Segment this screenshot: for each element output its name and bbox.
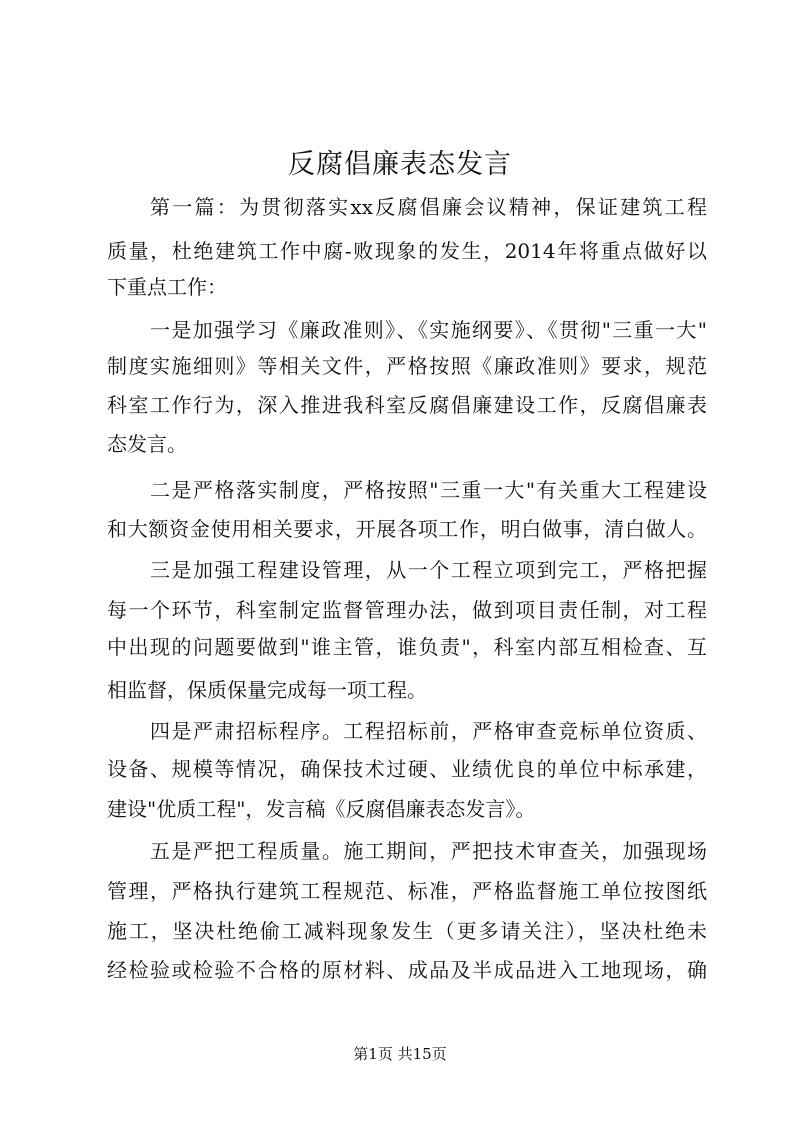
text-line: 三是加强工程建设管理，从一个工程立项到完工，严格把握 <box>150 558 707 582</box>
text-line: 施工，坚决杜绝偷工减料现象发生（更多请关注），坚决杜绝未 <box>107 919 707 943</box>
text-line: 制度实施细则》等相关文件，严格按照《廉政准则》要求，规范 <box>107 354 707 378</box>
text-line: 和大额资金使用相关要求，开展各项工作，明白做事，清白做人。 <box>107 517 707 541</box>
text-line: 二是严格落实制度，严格按照"三重一大"有关重大工程建设 <box>150 478 707 502</box>
text-line: 建设"优质工程"，发言稿《反腐倡廉表态发言》。 <box>107 797 536 821</box>
text-line: 中出现的问题要做到"谁主管，谁负责"，科室内部互相检查、互 <box>107 635 707 659</box>
text-line: 经检验或检验不合格的原材料、成品及半成品进入工地现场，确 <box>107 958 707 982</box>
text-line: 管理，严格执行建筑工程规范、标准，严格监督施工单位按图纸 <box>107 879 707 903</box>
text-line: 下重点工作： <box>107 275 227 299</box>
text-line: 态发言。 <box>107 432 187 456</box>
text-line: 科室工作行为，深入推进我科室反腐倡廉建设工作，反腐倡廉表 <box>107 393 707 417</box>
text-line: 五是严把工程质量。施工期间，严把技术审查关，加强现场 <box>150 839 707 863</box>
page-number: 第1页 共15页 <box>353 1045 447 1063</box>
text-line: 设备、规模等情况，确保技术过硬、业绩优良的单位中标承建， <box>107 757 707 781</box>
text-line: 每一个环节，科室制定监督管理办法，做到项目责任制，对工程 <box>107 598 707 622</box>
text-line: 一是加强学习《廉政准则》、《实施纲要》、《贯彻"三重一大" <box>150 318 707 342</box>
text-line: 相监督，保质保量完成每一项工程。 <box>107 678 427 702</box>
text-line: 质量，杜绝建筑工作中腐-败现象的发生，2014年将重点做好以 <box>107 239 707 263</box>
text-line: 第一篇：为贯彻落实xx反腐倡廉会议精神，保证建筑工程 <box>150 195 707 219</box>
page-title: 反腐倡廉表态发言 <box>288 149 512 180</box>
text-line: 四是严肃招标程序。工程招标前，严格审查竞标单位资质、 <box>150 719 707 743</box>
